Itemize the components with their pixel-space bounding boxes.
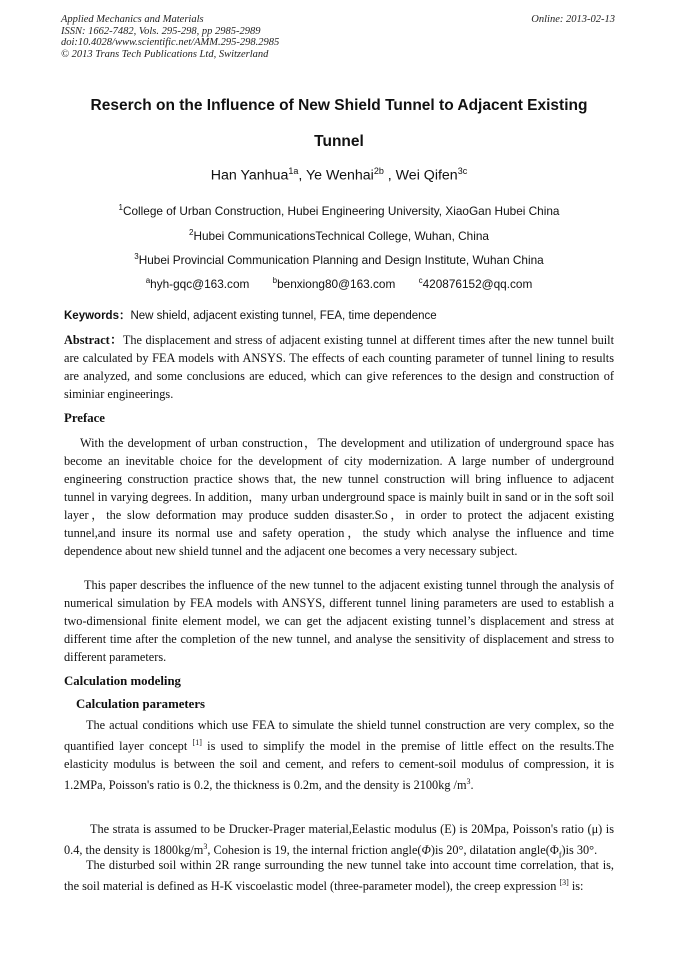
email-a[interactable] [146, 276, 250, 291]
author-name: , Ye Wenhai [298, 167, 374, 184]
affiliation-3 [40, 252, 638, 267]
paper-title [40, 88, 638, 160]
section-heading-calculation-modeling: Calculation modeling [64, 674, 181, 688]
email-address[interactable]: benxiong80@163.com [277, 276, 396, 291]
preface-paragraph-1: With the development of urban construction，The development and utilization of underground space has become an inevitable choice for the development of city modernization. A large number of underground engineering construction practice shows that, the new tunnel construction will bring influence to adjacent tunnel in varying degrees. In addition，many urban underground space is mainly built in sand or in the soft soil layer，the slow deformation may produce sudden disaster.So，in order to protect the adjacent existing tunnel,and insure its normal use and safety operation，the study which analyse the influence and time dependence about new shield tunnel and the adjacent one becomes a very necessary subject. [64, 436, 614, 558]
email-sup: a [145, 276, 151, 285]
paragraph-text: The disturbed soil within 2R range surrounding the new tunnel take into account time correlation, that is, the soil material is defined as H-K viscoelastic model (three-parameter model), the creep expression [64, 858, 614, 894]
citation-ref[interactable]: [3] [559, 878, 569, 887]
journal-name: Applied Mechanics and Materials [61, 14, 204, 25]
keywords [64, 307, 614, 323]
abstract-label: Abstract： [64, 333, 123, 347]
paragraph-text: , Cohesion is 19, the internal friction angle( [207, 843, 422, 858]
affiliation-text: Hubei Provincial Communication Planning and Design Institute, Wuhan China [138, 252, 544, 267]
paragraph-text: . [470, 778, 474, 793]
affiliation-text: College of Urban Construction, Hubei Engineering University, XiaoGan Hubei China [122, 203, 560, 218]
email-address[interactable]: hyh-gqc@163.com [150, 276, 250, 291]
email-list [40, 276, 638, 291]
calc-paragraph-3 [64, 856, 614, 895]
unit-superscript: 3 [203, 842, 208, 851]
paragraph-text: is: [568, 879, 584, 894]
title-line-2: Tunnel [314, 133, 364, 150]
email-sup: c [418, 276, 423, 285]
title-line-1: Reserch on the Influence of New Shield Tunnel to Adjacent Existing [90, 97, 588, 114]
phi-subscript: f [558, 850, 562, 860]
paragraph-text: The actual conditions which use FEA to simulate the shield tunnel construction are very complex, so the quantified layer concept [64, 718, 614, 754]
section-heading-preface: Preface [64, 411, 105, 425]
author-name: , Wei Qifen [383, 167, 458, 184]
abstract [64, 331, 614, 403]
doi-line[interactable]: doi:10.4028/www.scientific.net/AMM.295-298.2985 [61, 37, 280, 49]
keywords-text: New shield, adjacent existing tunnel, FEA, time dependence [130, 310, 437, 322]
email-address[interactable]: 420876152@qq.com [422, 276, 533, 291]
email-b[interactable] [273, 276, 396, 291]
email-sup: b [272, 276, 278, 285]
unit-superscript: 3 [466, 777, 471, 787]
affiliation-sup: 2 [189, 228, 194, 237]
citation-ref[interactable]: [1] [192, 738, 202, 747]
paragraph-text: )is 30°. [561, 843, 598, 858]
paragraph-text: The strata is assumed to be Drucker-Prager material,Eelastic modulus (E) is 20Mpa, Poisson's ratio (μ) is 0.4, the density is 1800kg/m [64, 822, 614, 858]
affiliation-text: Hubei CommunicationsTechnical College, Wuhan, China [193, 228, 489, 243]
affiliation-1 [40, 203, 638, 218]
paragraph-text: )is 20°, dilatation angle(Φ [430, 843, 559, 858]
abstract-text: The displacement and stress of adjacent existing tunnel at different times after the new tunnel built are calculated by FEA models with ANSYS. The effects of each counting parameter of tunnel lining to results are analyzed, and some conclusions are educed, which can give references to the design and construction of siminiar engineerings. [64, 333, 614, 401]
author-list [40, 166, 638, 184]
author-affil-sup: 3c [457, 166, 468, 176]
email-c[interactable] [419, 276, 533, 291]
copyright-line: © 2013 Trans Tech Publications Ltd, Switzerland [61, 48, 269, 60]
keywords-label: Keywords： [64, 310, 131, 322]
subsection-heading-calculation-parameters: Calculation parameters [76, 697, 206, 711]
paragraph-text: is used to simplify the model in the premise of little effect on the results.The elasticity modulus is between the soil and cement, and refers to cement-soil modulus of compression, it is 1.2MPa, Poisson's ratio is 0.2, the thickness is 0.2m, and the density is 2100kg /m [64, 739, 614, 793]
calc-paragraph-1 [64, 716, 614, 794]
author-name: Han Yanhua [210, 167, 289, 184]
author-affil-sup: 1a [288, 166, 299, 176]
affiliation-sup: 3 [134, 252, 139, 261]
phi-symbol: Φ [421, 843, 431, 858]
publication-header [61, 14, 621, 60]
issn-line: ISSN: 1662-7482, Vols. 295-298, pp 2985-2989 [61, 25, 261, 37]
author-affil-sup: 2b [373, 166, 384, 176]
preface-paragraph-2: This paper describes the influence of the new tunnel to the adjacent existing tunnel through the analysis of numerical simulation by FEA models with ANSYS, different tunnel lining parameters are used to establish a two-dimensional finite element model, we can get the adjacent existing tunnel’s displacement and stress at different time after the completion of the new tunnel, and analyse the sensitivity of displacement and stress to different parameters. [64, 578, 614, 664]
affiliation-sup: 1 [118, 203, 123, 212]
affiliation-2 [40, 228, 638, 243]
online-date: Online: 2013-02-13 [531, 14, 615, 25]
